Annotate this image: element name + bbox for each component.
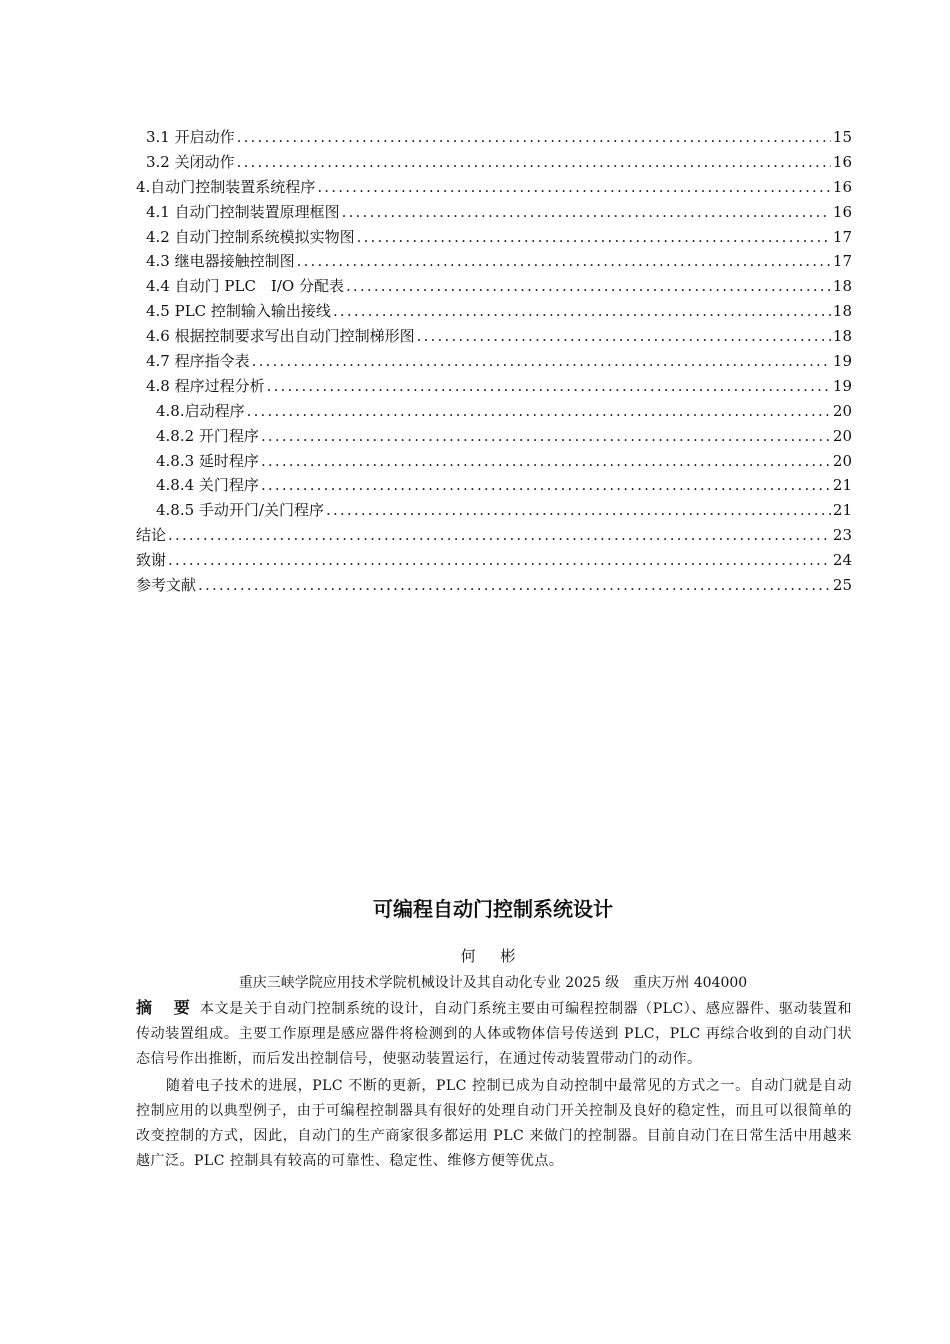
toc-entry-label: 4.8.5 手动开门/关门程序 — [156, 501, 324, 520]
toc-entry[interactable] — [136, 349, 852, 374]
toc-entry[interactable] — [136, 274, 852, 299]
toc-entry[interactable] — [136, 150, 852, 175]
toc-entry-page: 17 — [832, 252, 852, 271]
toc-entry-page: 16 — [832, 177, 852, 196]
paper-affiliation: 重庆三峡学院应用技术学院机械设计及其自动化专业 2025 级 重庆万州 404000 — [238, 975, 748, 991]
toc-entry-page: 20 — [832, 401, 852, 420]
toc-leader — [252, 349, 831, 374]
toc-entry-label: 4.8.4 关门程序 — [156, 476, 259, 495]
toc-entry-label: 4.2 自动门控制系统模拟实物图 — [146, 227, 355, 246]
toc-leader — [317, 175, 831, 200]
toc-leader — [357, 225, 831, 250]
abstract-paragraph-2: 随着电子技术的进展，PLC 不断的更新，PLC 控制已成为自动控制中最常见的方式之一。自动门就是自动控制应用的以典型例子，由于可编程控制器具有很好的处理自动门开关控制及良好的稳定性，而且可以很简单的改变控制的方式，因此，自动门的生产商家很多都运用 PLC 来做门的控制器。目前自动门在日常生活中用越来越广泛。PLC 控制具有较高的可靠性、稳定性、维修方便等优点。 — [136, 1078, 852, 1169]
toc-entry[interactable] — [136, 249, 852, 274]
abstract-text-1: 本文是关于自动门控制系统的设计，自动门系统主要由可编程控制器（PLC）、感应器件、驱动装置和传动装置组成。主要工作原理是感应器件将检测到的人体或物体信号传送到 PLC，PLC 再综合收到的自动门状态信号作出推断，而后发出控制信号，使驱动装置运行，在通过传动装置带动门的动作。 — [136, 1001, 852, 1067]
toc-leader — [237, 125, 831, 150]
toc-leader — [261, 473, 831, 498]
toc-entry-page: 21 — [832, 476, 852, 495]
toc-entry-page: 19 — [832, 352, 852, 371]
toc-entry-label: 4.5 PLC 控制输入输出接线 — [146, 302, 331, 321]
toc-entry-page: 20 — [832, 426, 852, 445]
toc-leader — [297, 249, 831, 274]
toc-entry[interactable] — [136, 125, 852, 150]
toc-entry-page: 15 — [832, 128, 852, 146]
abstract-label: 摘 要 — [136, 998, 198, 1017]
toc-entry[interactable] — [136, 225, 852, 250]
toc-entry-page: 16 — [832, 202, 852, 221]
toc-entry-page: 23 — [832, 526, 852, 545]
toc-entry-page: 16 — [832, 152, 852, 171]
toc-leader — [333, 299, 831, 324]
toc-entry-label: 4.6 根据控制要求写出自动门控制梯形图 — [146, 327, 415, 346]
toc-leader — [326, 498, 831, 523]
toc-entry-label: 4.4 自动门 PLC I/O 分配表 — [146, 277, 344, 296]
toc-leader — [267, 374, 831, 399]
toc-entry[interactable] — [136, 573, 852, 598]
toc-entry-page: 18 — [832, 302, 852, 321]
toc-entry-label: 4.8.2 开门程序 — [156, 426, 259, 445]
toc-entry[interactable] — [136, 200, 852, 225]
toc-entry-page: 20 — [832, 451, 852, 470]
toc-entry-page: 17 — [832, 227, 852, 246]
toc-entry-label: 3.1 开启动作 — [146, 128, 235, 146]
toc-entry[interactable] — [136, 299, 852, 324]
toc-entry-page: 21 — [832, 501, 852, 520]
toc-entry[interactable] — [136, 498, 852, 523]
toc-entry-label: 4.1 自动门控制装置原理框图 — [146, 202, 340, 221]
toc-entry[interactable] — [136, 424, 852, 449]
toc-entry-page: 19 — [832, 376, 852, 395]
abstract-paragraph-1 — [136, 995, 852, 1072]
toc-leader — [342, 200, 831, 225]
paper-title: 可编程自动门控制系统设计 — [373, 897, 613, 921]
toc-entry-label: 4.3 继电器接触控制图 — [146, 252, 295, 271]
toc-entry[interactable] — [136, 449, 852, 474]
table-of-contents — [136, 125, 852, 598]
toc-entry[interactable] — [136, 374, 852, 399]
toc-entry-label: 4.8 程序过程分析 — [146, 376, 265, 395]
toc-entry-page: 18 — [832, 277, 852, 296]
toc-leader — [198, 573, 831, 598]
toc-entry-page: 18 — [832, 327, 852, 346]
abstract — [136, 995, 852, 1174]
toc-leader — [247, 399, 831, 424]
toc-entry[interactable] — [136, 473, 852, 498]
toc-leader — [168, 523, 831, 548]
toc-leader — [168, 548, 831, 573]
paper-author: 何 彬 — [460, 947, 526, 965]
toc-entry[interactable] — [136, 523, 852, 548]
toc-leader — [237, 150, 831, 175]
toc-entry-label: 4.7 程序指令表 — [146, 352, 250, 371]
toc-entry-label: 4.自动门控制装置系统程序 — [136, 177, 316, 196]
toc-entry[interactable] — [136, 175, 852, 200]
toc-entry[interactable] — [136, 324, 852, 349]
toc-entry-label: 3.2 关闭动作 — [146, 152, 235, 171]
toc-entry-page: 25 — [832, 576, 852, 595]
toc-entry-label: 4.8.3 延时程序 — [156, 451, 259, 470]
toc-entry[interactable] — [136, 399, 852, 424]
toc-entry[interactable] — [136, 548, 852, 573]
toc-entry-label: 致谢 — [136, 551, 167, 570]
toc-entry-label: 4.8.启动程序 — [156, 401, 245, 420]
toc-entry-label: 结论 — [136, 526, 167, 545]
toc-entry-label: 参考文献 — [136, 576, 197, 595]
toc-leader — [261, 449, 831, 474]
toc-leader — [261, 424, 831, 449]
toc-entry-page: 24 — [832, 551, 852, 570]
toc-leader — [417, 324, 831, 349]
toc-leader — [346, 274, 831, 299]
